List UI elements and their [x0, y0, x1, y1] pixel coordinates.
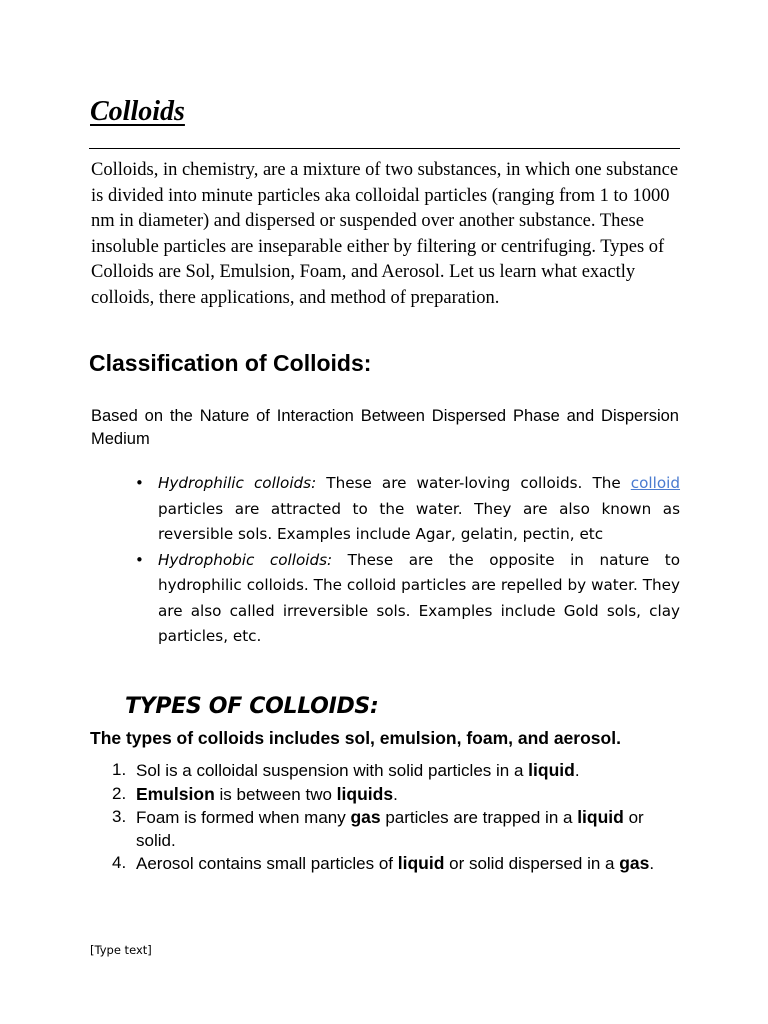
item-keyword: liquid — [528, 760, 575, 780]
item-keyword: liquids — [336, 783, 394, 804]
item-keyword: liquid — [397, 853, 445, 873]
item-text: Sol is a colloidal suspension with solid particles in a — [136, 761, 529, 780]
item-text: Foam is formed when many — [136, 808, 351, 827]
item-number: 1. — [112, 760, 127, 779]
item-text: . — [393, 784, 398, 804]
types-heading: TYPES OF COLLOIDS: — [125, 694, 379, 719]
item-text: These are the opposite in nature to hydrophilic colloids. The colloid particles are repelled by water. They are also called irreversible sols. Examples include Gold sols, clay particles, etc. — [158, 550, 681, 645]
list-item — [135, 471, 680, 548]
item-text: or solid. — [136, 808, 644, 850]
item-text: is between two — [214, 784, 337, 804]
item-text: . — [574, 761, 580, 780]
classification-heading: Classification of Colloids: — [89, 350, 372, 376]
list-item — [112, 783, 672, 807]
colloid-link[interactable]: colloid — [630, 474, 681, 492]
term-hydrophilic: Hydrophilic colloids: — [158, 474, 317, 492]
item-number: 3. — [112, 807, 127, 826]
intro-paragraph: Colloids, in chemistry, are a mixture of two substances, in which one substance is divided into minute particles aka colloidal particles (ranging from 1 to 1000 nm in diameter) and dispersed or suspended over another substance. These insoluble particles are inseparable either by filtering or centrifuging. Types of Colloids are Sol, Emulsion, Foam, and Aerosol. Let us learn what exactly colloids, there applications, and method of preparation. — [91, 160, 679, 308]
list-item — [112, 852, 672, 876]
classification-basis: Based on the Nature of Interaction Between Dispersed Phase and Dispersion Medium — [91, 407, 679, 448]
item-keyword: Emulsion — [136, 783, 215, 804]
types-list — [112, 759, 672, 876]
item-text: particles are attracted to the water. They are also known as reversible sols. Examples include Agar, gelatin, pectin, etc — [158, 499, 680, 543]
list-item — [135, 548, 680, 650]
page-title: Colloids — [90, 96, 185, 127]
item-keyword: gas — [350, 807, 381, 827]
title-divider — [89, 148, 680, 149]
list-item — [112, 759, 672, 783]
item-keyword: gas — [619, 853, 650, 873]
footer-placeholder: [Type text] — [90, 943, 152, 957]
item-text: . — [649, 854, 655, 873]
item-text: or solid dispersed in a — [444, 854, 620, 873]
item-keyword: liquid — [577, 807, 624, 827]
types-subheading: The types of colloids includes sol, emulsion, foam, and aerosol. — [90, 728, 621, 748]
list-item — [112, 806, 672, 852]
term-hydrophobic: Hydrophobic colloids: — [158, 550, 333, 569]
item-text: These are water-loving colloids. The — [316, 474, 631, 492]
bullet-icon: • — [135, 550, 144, 569]
item-number: 4. — [112, 853, 127, 872]
bullet-icon: • — [135, 474, 144, 492]
item-text: particles are trapped in a — [380, 808, 578, 827]
item-number: 2. — [112, 783, 127, 803]
classification-list — [135, 471, 680, 650]
item-text: Aerosol contains small particles of — [136, 854, 398, 873]
